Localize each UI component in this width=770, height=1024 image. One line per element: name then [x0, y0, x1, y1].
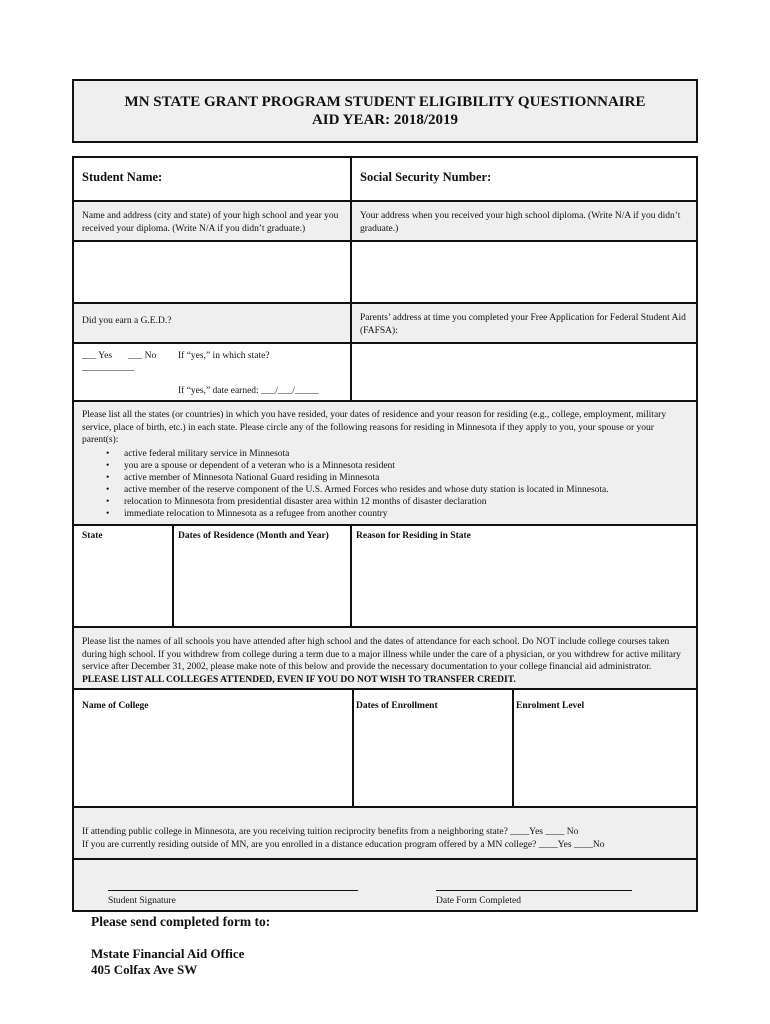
form-title: MN STATE GRANT PROGRAM STUDENT ELIGIBILITY QUESTIONNAIRE: [124, 94, 646, 110]
ssn-cell: [350, 158, 696, 202]
student-name-field[interactable]: Student Name:: [82, 170, 163, 184]
signature-section: [74, 860, 696, 910]
aid-year: AID YEAR: 2018/2019: [311, 112, 459, 128]
hs-address-prompt: Name and address (city and state) of your high school and year you received your diploma. (Write N/A if you didn’t graduate.): [82, 211, 339, 234]
residence-reason-item[interactable]: • you are a spouse or dependent of a veteran who is a Minnesota resident: [80, 460, 680, 472]
residence-col-dates: Dates of Residence (Month and Year): [178, 531, 329, 541]
ged-answer-row: [74, 344, 696, 402]
residence-reason-item[interactable]: • relocation to Minnesota from presidential disaster area within 12 months of disaster declaration: [80, 496, 680, 508]
residence-reasons-list: [80, 448, 680, 520]
residence-col-state: State: [82, 531, 103, 541]
diploma-address-input[interactable]: [350, 242, 696, 304]
schools-dates-col[interactable]: [352, 690, 512, 808]
schools-intro: [74, 628, 696, 690]
residence-reason-item[interactable]: • active member of the reserve component of the U.S. Armed Forces who resides and whose duty station is located in Minnesota.: [80, 484, 680, 496]
residence-reason-item[interactable]: • active member of Minnesota National Guard residing in Minnesota: [80, 472, 680, 484]
schools-level-col[interactable]: [512, 690, 696, 808]
address-prompt-row: [74, 202, 696, 242]
parents-address-cell: [350, 304, 696, 344]
ged-yes-option[interactable]: ___ Yes: [82, 351, 113, 361]
schools-col-dates: Dates of Enrollment: [356, 701, 438, 711]
distance-ed-question[interactable]: If you are currently residing outside of MN, are you enrolled in a distance education program offered by a MN college? ____Yes ____No: [82, 840, 605, 850]
ssn-field[interactable]: Social Security Number:: [360, 170, 492, 184]
schools-intro-emphasis: PLEASE LIST ALL COLLEGES ATTENDED, EVEN IF YOU DO NOT WISH TO TRANSFER CREDIT.: [82, 674, 516, 685]
diploma-address-cell: [350, 202, 696, 242]
hs-address-input[interactable]: [74, 242, 350, 304]
address-answer-row: [74, 242, 696, 304]
ged-no-option[interactable]: ___ No: [128, 351, 157, 361]
residence-reason-col[interactable]: [350, 526, 696, 628]
form-body: [72, 156, 698, 912]
residence-dates-col[interactable]: [172, 526, 350, 628]
ged-state-line[interactable]: ___________: [82, 363, 135, 373]
ged-state-prompt: If “yes,” in which state?: [178, 351, 270, 361]
residence-reason-item[interactable]: • immediate relocation to Minnesota as a refugee from another country: [80, 508, 680, 520]
residence-intro: [74, 402, 696, 526]
schools-col-level: Enrolment Level: [516, 701, 585, 711]
parents-address-prompt: Parents’ address at time you completed your Free Application for Federal Student Aid (FAFSA):: [360, 313, 686, 336]
form-header: [72, 79, 698, 143]
schools-intro-text: [82, 636, 686, 686]
student-signature-line[interactable]: [108, 890, 358, 891]
residence-intro-text: Please list all the states (or countries) in which you have resided, your dates of residence and your reason for residing (e.g., college, employment, military service, place of birth, etc.) in each state. Please circle any of the following reasons for residing in Minnesota if they apply to you, your spouse or your parent(s):: [82, 410, 667, 445]
office-address: 405 Colfax Ave SW: [91, 962, 198, 977]
student-signature-label: Student Signature: [108, 896, 176, 906]
reciprocity-question[interactable]: If attending public college in Minnesota, are you receiving tuition reciprocity benefits from a neighboring state? ____Yes ____ No: [82, 827, 579, 837]
schools-table: [74, 690, 696, 808]
date-completed-line[interactable]: [436, 890, 632, 891]
tuition-questions: [74, 808, 696, 860]
ged-prompt-row: [74, 304, 696, 344]
send-to-label: Please send completed form to:: [91, 914, 271, 929]
schools-col-name: Name of College: [82, 701, 149, 711]
parents-address-input[interactable]: [350, 344, 696, 402]
ged-prompt: Did you earn a G.E.D.?: [82, 316, 172, 326]
residence-table: [74, 526, 696, 628]
residence-col-reason: Reason for Residing in State: [356, 531, 471, 541]
residence-reason-item[interactable]: • active federal military service in Minnesota: [80, 448, 680, 460]
schools-intro-body: Please list the names of all schools you have attended after high school and the dates of attendance for each school. Do NOT include college courses taken during high school. If you withdrew from college during a term due to a major illness while under the care of a physician, or you withdrew for active military service after December 31, 2002, please make note of this below and provide the necessary documentation to your college financial aid administrator.: [82, 637, 681, 672]
ged-date-prompt[interactable]: If “yes,” date earned: ___/___/_____: [178, 386, 319, 396]
office-name: Mstate Financial Aid Office: [91, 946, 245, 961]
date-completed-label: Date Form Completed: [436, 896, 521, 906]
name-row: [74, 158, 696, 202]
diploma-address-prompt: Your address when you received your high school diploma. (Write N/A if you didn’t graduate.): [360, 211, 681, 234]
